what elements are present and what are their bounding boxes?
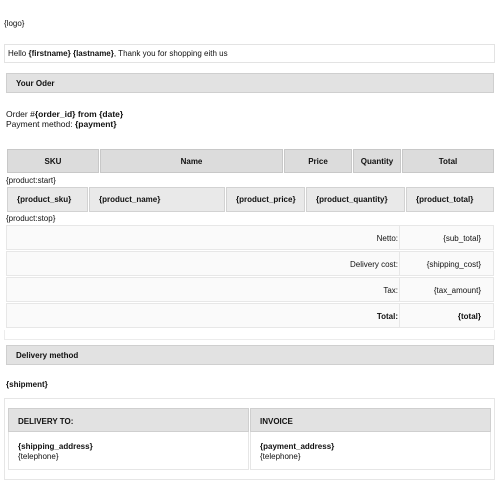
greeting-firstname: {firstname}: [28, 49, 71, 58]
invoice-header: INVOICE: [250, 408, 491, 432]
totals-label: Total:: [376, 312, 398, 321]
order-date: {date}: [99, 109, 124, 119]
product-loop-stop: {product:stop}: [6, 214, 56, 223]
delivery-method-header: Delivery method: [6, 345, 494, 365]
product-loop-start: {product:start}: [6, 176, 56, 185]
invoice-address-block: [250, 432, 491, 470]
column-header-quantity: Quantity: [353, 149, 401, 173]
logo-placeholder: {logo}: [4, 19, 25, 28]
payment-label: Payment method:: [6, 119, 73, 129]
column-header-sku: SKU: [7, 149, 99, 173]
payment-line: [6, 119, 123, 129]
shipping-address: {shipping_address}: [18, 442, 93, 451]
invoice-telephone: {telephone}: [260, 452, 301, 461]
order-id: {order_id}: [34, 109, 76, 119]
totals-row-total: [6, 303, 494, 328]
cell-product-total: {product_total}: [406, 187, 494, 212]
greeting-lastname: {lastname}: [72, 49, 114, 58]
totals-label: Netto:: [376, 234, 398, 243]
greeting-box: [4, 44, 495, 63]
shipment-value: {shipment}: [6, 380, 48, 389]
column-header-total: Total: [402, 149, 494, 173]
totals-row-delivery-cost: [6, 251, 494, 276]
cell-product-quantity: {product_quantity}: [306, 187, 405, 212]
your-order-header: Your Oder: [6, 73, 494, 93]
delivery-to-header: DELIVERY TO:: [8, 408, 249, 432]
delivery-telephone: {telephone}: [18, 452, 59, 461]
delivery-address-block: [8, 432, 249, 470]
order-from-label: from: [77, 109, 97, 119]
section-divider: [4, 330, 495, 340]
cell-product-name: {product_name}: [89, 187, 225, 212]
payment-value: {payment}: [75, 119, 117, 129]
totals-value: {total}: [457, 312, 481, 321]
totals-value: {sub_total}: [443, 234, 481, 243]
order-info: [6, 109, 123, 129]
order-prefix: Order #: [6, 109, 35, 119]
cell-product-sku: {product_sku}: [7, 187, 88, 212]
cell-product-price: {product_price}: [226, 187, 305, 212]
column-header-name: Name: [100, 149, 283, 173]
totals-value: {shipping_cost}: [426, 260, 481, 269]
order-line: [6, 109, 123, 119]
totals-label: Delivery cost:: [349, 260, 398, 269]
greeting-message: , Thank you for shopping eith us: [113, 49, 228, 58]
column-header-price: Price: [284, 149, 352, 173]
totals-value: {tax_amount}: [433, 286, 481, 295]
totals-row-tax: [6, 277, 494, 302]
totals-row-netto: [6, 225, 494, 250]
greeting-hello: Hello: [8, 49, 27, 58]
payment-address: {payment_address}: [260, 442, 335, 451]
totals-label: Tax:: [383, 286, 398, 295]
